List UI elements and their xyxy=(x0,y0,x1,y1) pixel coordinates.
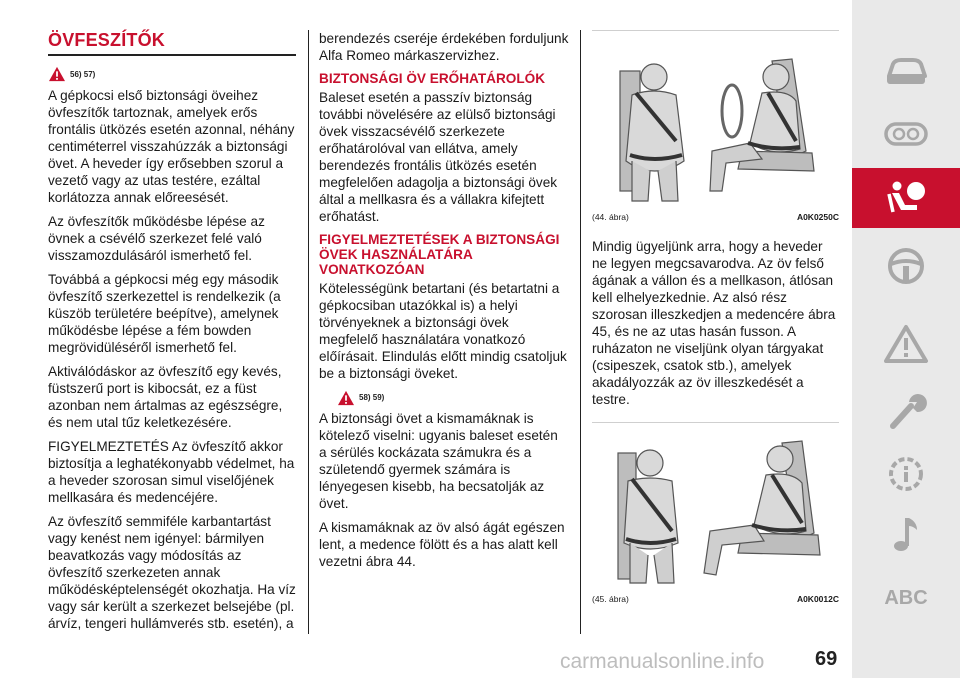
section-title: ÖVFESZÍTŐK xyxy=(48,30,166,50)
figure-caption: (44. ábra) xyxy=(592,212,629,222)
column-divider-1 xyxy=(308,30,309,634)
sidebar-item-driving[interactable] xyxy=(852,236,960,296)
music-note-icon xyxy=(883,514,929,554)
page-number: 69 xyxy=(815,648,838,670)
column-1 xyxy=(48,30,296,639)
sidebar-item-maintenance[interactable] xyxy=(852,380,960,440)
sidebar-item-index[interactable] xyxy=(852,568,960,628)
paragraph: A kismamáknak az öv alsó ágát egészen lent, a medence fölött és a has alatt kell vezetni ábra 44. xyxy=(319,520,565,569)
paragraph: Kötelességünk betartani (és betartatni a gépkocsiban utazókkal is) a helyi törvényeknek a biztonsági övek megfelelő használatára vonatkozó előírásait. Elindulás előtt mindig csatoljuk be a biztonsági öveket. xyxy=(319,281,567,381)
warning-ref-text[interactable]: 56) 57) xyxy=(70,69,96,79)
figure-caption: (45. ábra) xyxy=(592,594,629,604)
seatbelt-posture-illustration xyxy=(592,423,839,589)
sidebar-item-emergency[interactable] xyxy=(852,314,960,374)
figure-code: A0K0012C xyxy=(796,594,839,604)
sidebar-item-safety[interactable] xyxy=(852,168,960,228)
column-divider-2 xyxy=(580,30,581,634)
paragraph: Az övfeszítő semmiféle karbantartást vagy kenést nem igényel: bármilyen beavatkozás vagy módosítás az övfeszítő szerkezeten annak működésképtelenségét okozhatja. Ha víz vagy sár került a szerkezet belsejébe (pl. árvíz, tengeri hullámverés stb. esetén), a xyxy=(48,513,296,631)
subheading-force-limiter: BIZTONSÁGI ÖV ERŐHATÁROLÓK xyxy=(319,71,546,86)
figure-45-caption-row xyxy=(592,591,839,608)
paragraph: Az övfeszítők működésbe lépése az övnek a csévélő szerkezet felé való visszamozdulásáról ismerhető fel. xyxy=(48,213,265,263)
title-rule xyxy=(48,54,296,56)
sidebar-item-dashboard[interactable] xyxy=(852,104,960,164)
figure-code: A0K0250C xyxy=(796,212,839,222)
paragraph: FIGYELMEZTETÉS Az övfeszítő akkor biztosítja a leghatékonyabb védelmet, ha a heveder szorosan simul viselőjének mellkasára és medencéjére. xyxy=(48,438,295,505)
sidebar-item-technical-data[interactable] xyxy=(852,444,960,504)
wrench-icon xyxy=(883,390,929,430)
figure-45 xyxy=(592,422,839,589)
paragraph: Aktiválódáskor az övfeszítő egy kevés, füstszerű port is kibocsát, ez a füst azonban nem ártalmas az egészségre, és nem utal tűz keletkezésére. xyxy=(48,363,283,430)
paragraph: berendezés cseréje érdekében forduljunk Alfa Romeo márkaszervizhez. xyxy=(319,31,569,63)
warning-reference xyxy=(48,66,296,83)
warning-icon xyxy=(337,390,355,406)
subheading-warnings: FIGYELMEZTETÉSEK A BIZTONSÁGI ÖVEK HASZNÁLATÁRA VONATKOZÓAN xyxy=(319,232,560,277)
warning-icon xyxy=(48,66,66,82)
column-2 xyxy=(319,30,569,577)
paragraph: A gépkocsi első biztonsági öveihez övfeszítők tartoznak, amelyek erős frontális ütközés esetén azonnal, néhány centiméterrel visszahúzzák a biztonsági övet. A heveder így erősebben szorul a vezető vagy az utas testére, ezáltal korlátozza annak előreesését. xyxy=(48,87,295,205)
paragraph: A biztonsági övet a kismamáknak is kötelező viselni: ugyanis baleset esetén a sérülés kockázata számukra és a születendő gyermek számára is lényegesen kisebb, ha becsatolják az övet. xyxy=(319,411,558,511)
sidebar-item-multimedia[interactable] xyxy=(852,504,960,564)
warning-ref-text[interactable]: 58) 59) xyxy=(359,393,385,402)
warning-reference xyxy=(337,389,569,406)
info-gear-icon xyxy=(883,454,929,494)
paragraph: Mindig ügyeljünk arra, hogy a heveder ne legyen megcsavarodva. Az öv felső ágának a vállon és a mellkason, átlósan kell elhelyezkednie. Az alsó rész szorosan illeszkedjen a medencére ábra 45, és ne az utas hasán fusson. A ruházaton ne viseljünk olyan tárgyakat (csipeszek, csatok stb.), amelyek akadályozzák az öv illeszkedését a testre. xyxy=(592,239,836,407)
pregnant-seatbelt-illustration xyxy=(592,31,839,207)
steering-wheel-icon xyxy=(883,246,929,286)
seat-airbag-icon xyxy=(883,178,929,218)
figure-44 xyxy=(592,30,839,207)
car-icon xyxy=(883,50,929,90)
index-abc-label: ABC xyxy=(884,586,928,609)
figure-44-caption-row xyxy=(592,209,839,226)
paragraph: Baleset esetén a passzív biztonság további növelésére az elülső biztonsági övek visszacsévélő szerkezete erőhatárolóval van ellátva, amely berendezés frontális ütközés esetén megfelelően adagolja a biztonsági övek által a mellkasra és a vállakra kifejtett erőhatást. xyxy=(319,90,558,224)
column-3 xyxy=(592,30,839,608)
paragraph: Továbbá a gépkocsi még egy második övfeszítő szerkezettel is rendelkezik (a küszöb területére beépítve), amelynek működésbe lépése a fém bowden megrövidüléséről ismerhető fel. xyxy=(48,271,281,355)
chapter-sidebar xyxy=(852,0,960,678)
watermark: carmanualsonline.info xyxy=(560,650,765,673)
sidebar-item-car[interactable] xyxy=(852,40,960,100)
dashboard-icon xyxy=(883,114,929,154)
warning-icon xyxy=(883,324,929,364)
